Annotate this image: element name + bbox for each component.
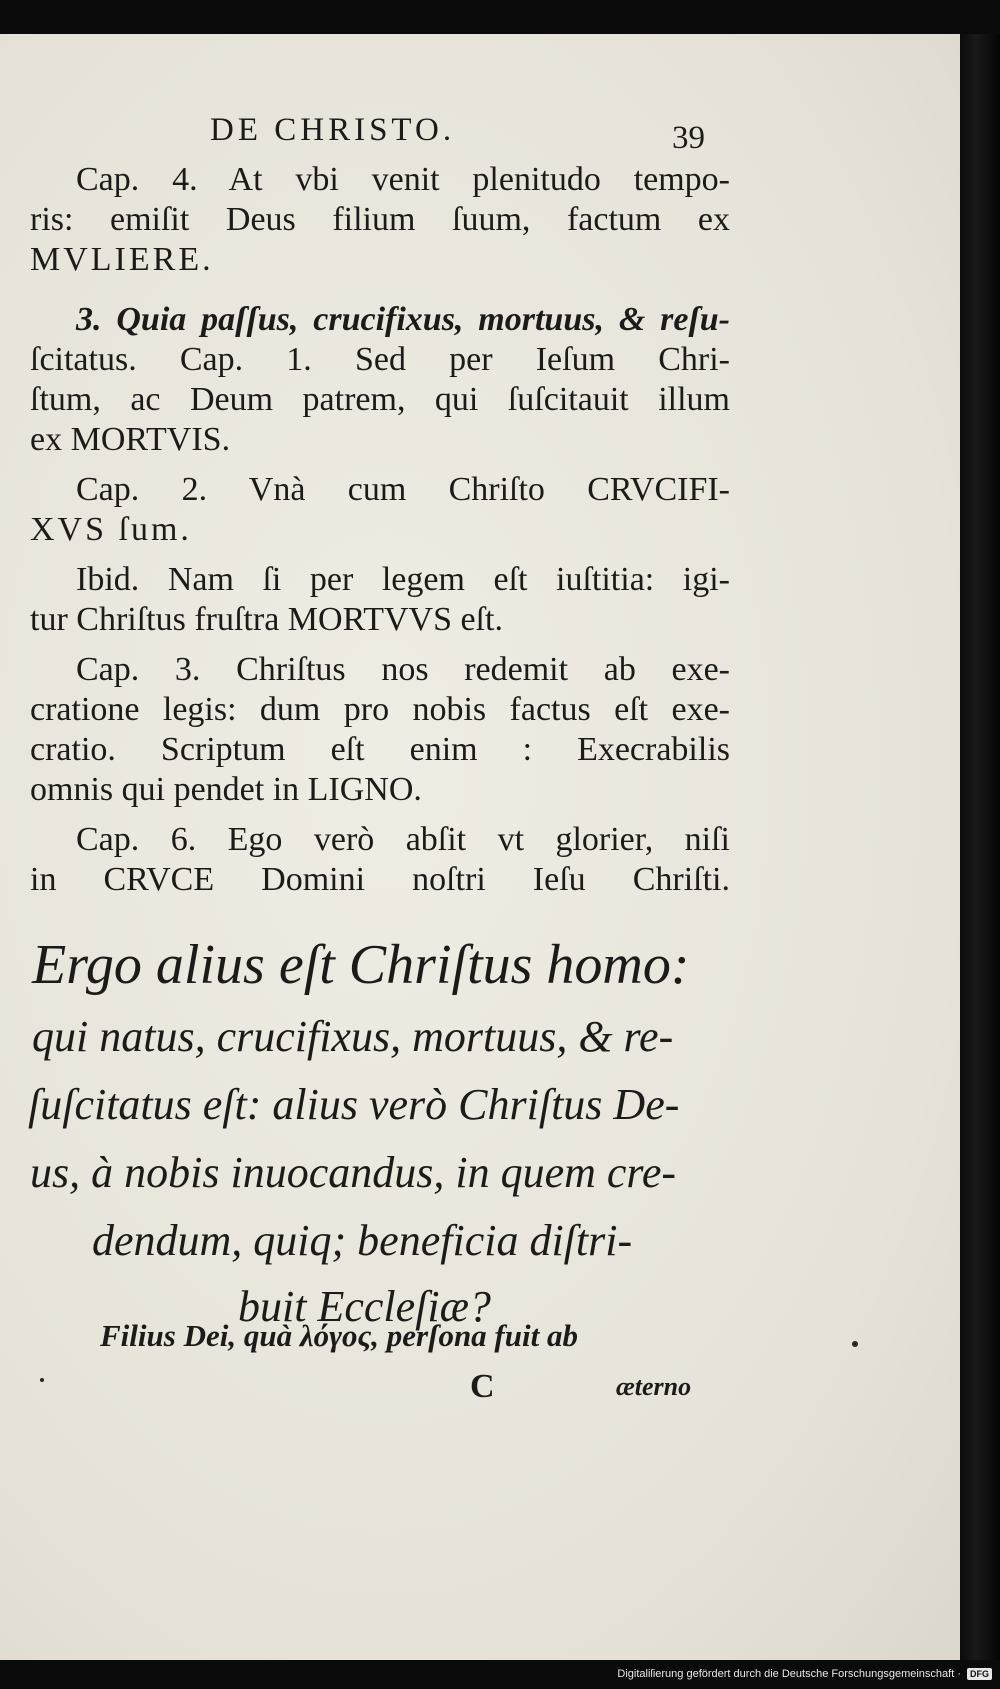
signature-mark: C (470, 1368, 495, 1405)
text-line: ſtum, ac Deum patrem, qui ſuſcitauit illum (30, 381, 730, 418)
credit-text: Digitaliſierung gefördert durch die Deutsche Forschungsgemeinschaft · (617, 1668, 961, 1680)
text-line: Cap. 6. Ego verò abſit vt glorier, niſi (76, 821, 730, 858)
question-heading-line: Ergo alius eſt Chriſtus homo: (32, 934, 690, 996)
text-line: cratione legis: dum pro nobis factus eſt exe- (30, 691, 730, 728)
text-line: Cap. 3. Chriſtus nos redemit ab exe- (76, 651, 730, 688)
answer-line: Filius Dei, quà λόγος, perſona fuit ab (100, 1318, 578, 1353)
page-number: 39 (672, 120, 705, 156)
dfg-logo: DFG (967, 1668, 992, 1680)
running-title: DE CHRISTO. (210, 112, 456, 148)
catchword: æterno (616, 1372, 692, 1401)
text-line: cratio. Scriptum eſt enim : Execrabilis (30, 731, 730, 768)
question-line: dendum, quiq; beneficia diſtri- (92, 1216, 633, 1265)
text-line: in CRVCE Domini noſtri Ieſu Chriſti. (30, 861, 730, 898)
question-line: qui natus, crucifixus, mortuus, & re- (32, 1012, 674, 1061)
text-line: Cap. 2. Vnà cum Chriſto CRVCIFI- (76, 471, 730, 508)
digitization-credit (617, 1664, 992, 1684)
text-line: Cap. 4. At vbi venit plenitudo tempo- (76, 161, 730, 198)
text-line: ſcitatus. Cap. 1. Sed per Ieſum Chri- (30, 341, 730, 378)
text-line: Ibid. Nam ſi per legem eſt iuſtitia: igi- (76, 561, 730, 598)
question-line: ſuſcitatus eſt: alius verò Chriſtus De- (28, 1080, 680, 1129)
text-line: MVLIERE. (30, 241, 214, 278)
text-line: 3. Quia paſſus, crucifixus, mortuus, & reſu- (76, 301, 730, 338)
ink-speck (40, 1378, 44, 1382)
text-line: ex MORTVIS. (30, 421, 231, 458)
text-line: ris: emiſit Deus filium ſuum, factum ex (30, 201, 730, 238)
text-line: tur Chriſtus fruſtra MORTVVS eſt. (30, 601, 503, 638)
ink-speck (852, 1341, 858, 1347)
question-line: buit Eccleſiæ? (238, 1282, 491, 1331)
text-line: XVS ſum. (30, 511, 192, 548)
question-line: us, à nobis inuocandus, in quem cre- (30, 1148, 677, 1197)
book-spine-edge (960, 34, 1000, 1660)
text-line: omnis qui pendet in LIGNO. (30, 771, 422, 808)
